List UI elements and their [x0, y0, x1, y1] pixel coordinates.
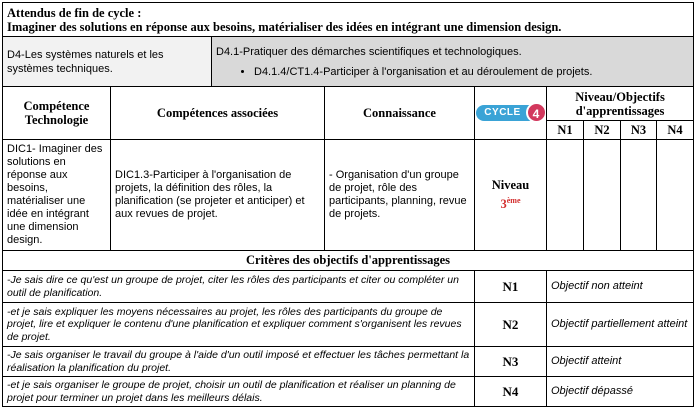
niveau-number: 3	[500, 197, 507, 212]
cycle-expectations	[3, 3, 694, 37]
domain-bullet-list	[216, 65, 689, 79]
criteria-objective: Objectif non atteint	[547, 271, 694, 303]
competency-table	[2, 2, 694, 407]
criteria-objective: Objectif atteint	[547, 347, 694, 377]
criteria-objective: Objectif dépassé	[547, 377, 694, 407]
domain-row	[3, 37, 694, 87]
criteria-level: N3	[475, 347, 547, 377]
header-row	[3, 3, 694, 37]
header-competence: Compétence Technologie	[3, 87, 111, 140]
cycle-cell	[475, 87, 547, 140]
criteria-row	[3, 303, 694, 347]
level-header: N2	[584, 121, 621, 140]
criteria-title: Critères des objectifs d'apprentissages	[3, 251, 694, 271]
level-header: N1	[547, 121, 584, 140]
expectations-text: Imaginer des solutions en réponse aux besoins, matérialiser des idées en intégrant une dimension design.	[7, 19, 562, 34]
niveau-cell	[475, 140, 547, 251]
criteria-row	[3, 377, 694, 407]
competency-row	[3, 140, 694, 251]
criteria-level: N2	[475, 303, 547, 347]
cycle-label: CYCLE	[484, 107, 521, 119]
domain-title: D4.1-Pratiquer des démarches scientifiques et technologiques.	[216, 45, 522, 58]
criteria-row	[3, 271, 694, 303]
connaissance-cell: - Organisation d'un groupe de projet, rôle des participants, planning, revue de projets.	[325, 140, 475, 251]
criteria-level: N1	[475, 271, 547, 303]
criteria-text: -et je sais expliquer les moyens nécessaires au projet, les rôles des participants du groupe de projet, lire et expliquer le contenu d'une planification et expliquer comment s'organisent les revues de projet.	[3, 303, 475, 347]
expectations-title: Attendus de fin de cycle :	[7, 5, 142, 20]
cycle-badge	[476, 105, 544, 121]
level-header: N3	[621, 121, 657, 140]
criteria-row	[3, 347, 694, 377]
column-header-row	[3, 87, 694, 121]
criteria-text: -Je sais organiser le travail du groupe à l'aide d'un outil imposé et effectuer les tâches permettant la réalisation la planification du projet.	[3, 347, 475, 377]
level-cell-n2	[584, 140, 621, 251]
niveau-value	[479, 193, 542, 212]
competency-sheet	[2, 2, 693, 402]
criteria-level: N4	[475, 377, 547, 407]
criteria-text: -Je sais dire ce qu'est un groupe de projet, citer les rôles des participants et citer ou compléter un outil de planification.	[3, 271, 475, 303]
domain-right	[212, 37, 694, 87]
header-niveau-objectifs: Niveau/Objectifs d'apprentissages	[547, 87, 694, 121]
level-cell-n3	[621, 140, 657, 251]
header-associees: Compétences associées	[111, 87, 325, 140]
header-connaissance: Connaissance	[325, 87, 475, 140]
criteria-text: -et je sais organiser le groupe de projet, choisir un outil de planification et réaliser un planning de projet pour terminer un projet dans les meilleurs délais.	[3, 377, 475, 407]
criteria-objective: Objectif partiellement atteint	[547, 303, 694, 347]
niveau-label: Niveau	[491, 177, 530, 192]
domain-bullet: • D4.1.4/CT1.4-Participer à l'organisation et au déroulement de projets.	[254, 65, 689, 79]
cycle-number-icon: 4	[526, 102, 547, 123]
level-cell-n4	[657, 140, 694, 251]
associee-cell: DIC1.3-Participer à l'organisation de projets, la définition des rôles, la planification (se projeter et anticiper) et aux revues de projet.	[111, 140, 325, 251]
level-header: N4	[657, 121, 694, 140]
competence-cell: DIC1- Imaginer des solutions en réponse aux besoins, matérialiser une idée en intégrant une dimension design.	[3, 140, 111, 251]
domain-left: D4-Les systèmes naturels et les systèmes techniques.	[3, 37, 212, 87]
criteria-title-row	[3, 251, 694, 271]
niveau-suffix: ème	[506, 195, 521, 205]
level-cell-n1	[547, 140, 584, 251]
